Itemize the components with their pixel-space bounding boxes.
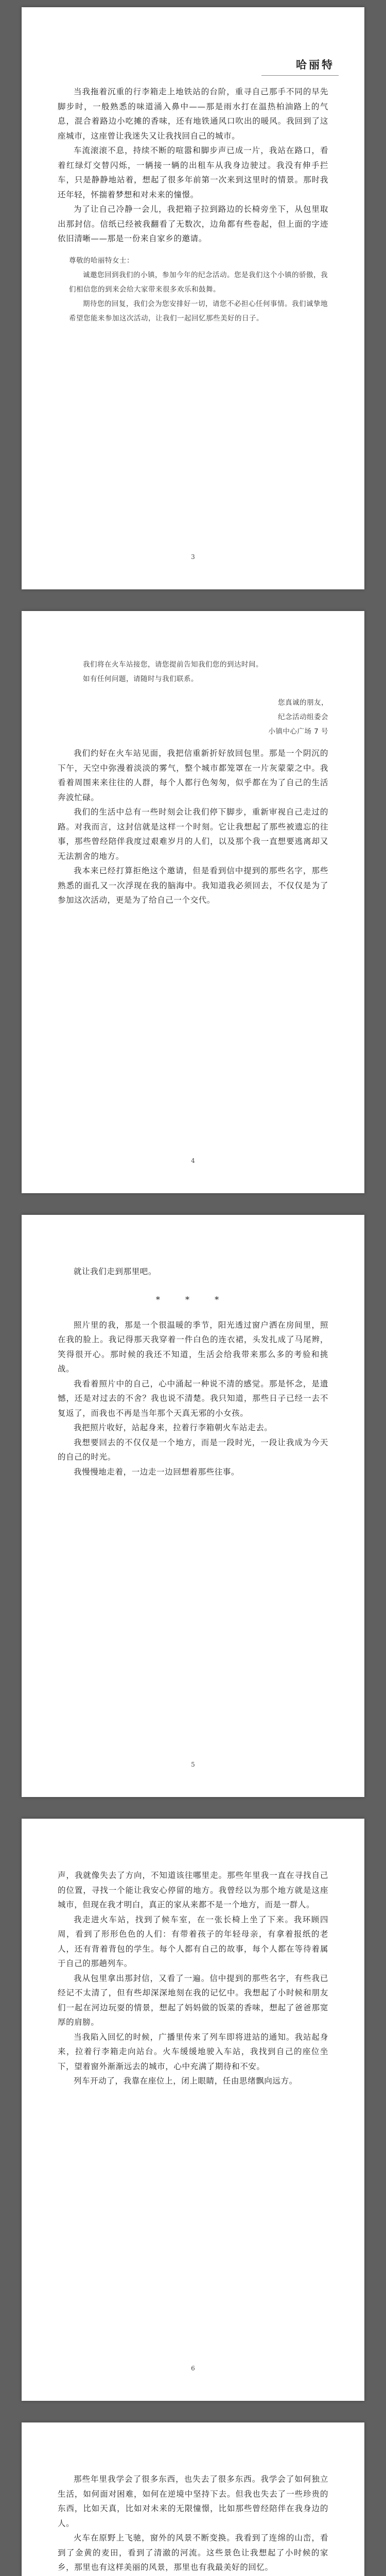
paragraph: 声，我就像失去了方向，不知道该往哪里走。那些年里我一直在寻找自己的位置，寻找一个能让我安心停留的地方。我曾经以为那个地方就是这座城市，但现在我才明白，真正的家从来都不是一个地方，而是一群人。: [58, 1871, 328, 1909]
chapter-title: 哈丽特: [296, 58, 335, 71]
paragraph: 当我陷入回忆的时候，广播里传来了列车即将进站的通知。我站起身来，拉着行李箱走向站台。火车缓缓地驶入车站，我找到自己的座位坐下，望着窗外渐渐远去的城市，心中充满了期待和不安。: [58, 2032, 328, 2071]
paragraph: 火车在原野上飞驰，窗外的风景不断变换。我看到了连绵的山峦，看到了金黄的麦田，看到了清澈的河流。这些景色让我想起了小时候的家乡，那里也有这样美丽的风景，那里也有我最美好的回忆。: [58, 2533, 328, 2572]
paragraph: 我走进火车站，找到了候车室，在一张长椅上坐了下来。我环顾四周，看到了形形色色的人们：有带着孩子的年轻母亲，有拿着报纸的老人，还有背着背包的学生。每个人都有自己的故事，每个人都在等待着属于自己的那趟列车。: [58, 1914, 328, 1968]
paragraph: 我想要回去的不仅仅是一个地方，而是一段时光，一段让我成为今天的自己的时光。: [58, 1437, 328, 1462]
paragraph: 我从包里拿出那封信，又看了一遍。信中提到的那些名字，有些我已经记不太清了，但有些却深深地刻在我的记忆中。我想起了小时候和朋友们一起在河边玩耍的情景，想起了妈妈做的饭菜的香味，想起了爸爸那宽厚的肩膀。: [58, 1973, 328, 2027]
paragraph: 我慢慢地走着，一边走一边回想着那些往事。: [74, 1467, 240, 1477]
page-3: [22, 1215, 364, 1797]
paragraph: 我把照片收好，站起身来，拉着行李箱朝火车站走去。: [74, 1423, 273, 1432]
section-break: * * *: [155, 1294, 231, 1304]
letter-signature: [58, 696, 328, 739]
page-2: [22, 611, 364, 1193]
paragraph: 当我拖着沉重的行李箱走上地铁站的台阶，重寻自己那手不同的早先脚步时，一般熟悉的味道涌入鼻中——那是雨水打在温热柏油路上的气息，混合着路边小吃摊的香味，还有地铁通风口吹出的暖风。我回到了这座城市，这座曾让我迷失又让我找回自己的城市。: [58, 87, 328, 141]
page-number: 6: [191, 2365, 195, 2372]
lead-line: 就让我们走到那里吧。: [74, 1267, 157, 1276]
paragraph: 那些年里我学会了很多东西，也失去了很多东西。我学会了如何独立生活，如何面对困难，如何在逆境中坚持下去。但我也失去了一些珍贵的东西，比如天真，比如对未来的无限憧憬，比如那些曾经陪伴在我身边的人。: [58, 2475, 328, 2528]
signature-line: 纪念活动组委会: [278, 713, 328, 721]
paragraph: 照片里的我，那是一个很温暖的季节，阳光透过窗户洒在房间里，照在我的脸上。我记得那天我穿着一件白色的连衣裙，头发扎成了马尾辫，笑得很开心。那时候的我还不知道，生活会给我带来那么多的考验和挑战。: [58, 1320, 328, 1374]
page-1: [22, 7, 364, 589]
signature-line: 小镇中心广场 7 号: [268, 727, 328, 736]
page-5: [22, 2422, 364, 2576]
paragraph: 列车开动了，我靠在座位上，闭上眼睛，任由思绪飘向远方。: [74, 2076, 297, 2086]
paragraph: 我们约好在火车站见面，我把信重新折好放回包里。那是一个阴沉的下午，天空中弥漫着淡淡的雾气，整个城市都笼罩在一片灰蒙蒙之中。我看着周围来来往往的人群，每个人都行色匆匆，似乎都在为了自己的生活奔波忙碌。: [58, 749, 328, 802]
paragraph: 我本来已经打算拒绝这个邀请，但是看到信中提到的那些名字，那些熟悉的面孔又一次浮现在我的脑海中。我知道我必须回去，不仅仅是为了参加这次活动，更是为了给自己一个交代。: [58, 866, 328, 905]
paragraph: 车流滚滚不息，持续不断的喧嚣和脚步声已成一片，我站在路口，看着红绿灯交替闪烁，一辆接一辆的出租车从我身边驶过。我没有伸手拦车，只是静静地站着，想起了很多年前第一次来到这里时的情景。那时我还年轻，怀揣着梦想和对未来的憧憬。: [58, 146, 328, 199]
paragraph: 为了让自己冷静一会儿，我把箱子拉到路边的长椅旁坐下，从包里取出那封信。信纸已经被我翻看了无数次，边角都有些卷起，但上面的字迹依旧清晰——那是一份来自家乡的邀请。: [58, 205, 328, 243]
page-number: 5: [191, 1761, 195, 1768]
letter-continuation: [58, 657, 328, 686]
page-4: [22, 1819, 364, 2401]
letter-line: 我们将在火车站接您，请您提前告知我们您的到达时间。: [83, 660, 263, 669]
letter-line: 期待您的回复，我们会为您安排好一切，请您不必担心任何事情。我们诚挚地希望您能来参加这次活动，让我们一起回忆那些美好的日子。: [69, 299, 328, 323]
letter-line: 诚邀您回到我们的小镇，参加今年的纪念活动。您是我们这个小镇的骄傲，我们相信您的到来会给大家带来很多欢乐和鼓舞。: [69, 270, 328, 294]
signature-line: 您真诚的朋友，: [278, 699, 328, 707]
page-number: 3: [191, 553, 195, 561]
chapter-title-rule: [261, 75, 339, 76]
page-number: 4: [191, 1157, 195, 1164]
paragraph: 我们的生活中总有一些时刻会让我们停下脚步，重新审视自己走过的路。对我而言，这封信就是这样一个时刻。它让我想起了那些被遗忘的往事，那些曾经陪伴我度过艰难岁月的人们，以及那个我一直想要逃离却又无法割舍的地方。: [58, 807, 328, 861]
letter-line: 如有任何问题，请随时与我们联系。: [83, 675, 198, 683]
letter-excerpt: [58, 253, 328, 326]
letter-salutation: 尊敬的哈丽特女士：: [69, 256, 134, 265]
paragraph: 我看着照片中的自己，心中涌起一种说不清的感觉。那是怀念，是遗憾，还是对过去的不舍？我也说不清楚。我只知道，那些日子已经一去不复返了，而我也不再是当年那个天真无邪的小女孩。: [58, 1379, 328, 1418]
